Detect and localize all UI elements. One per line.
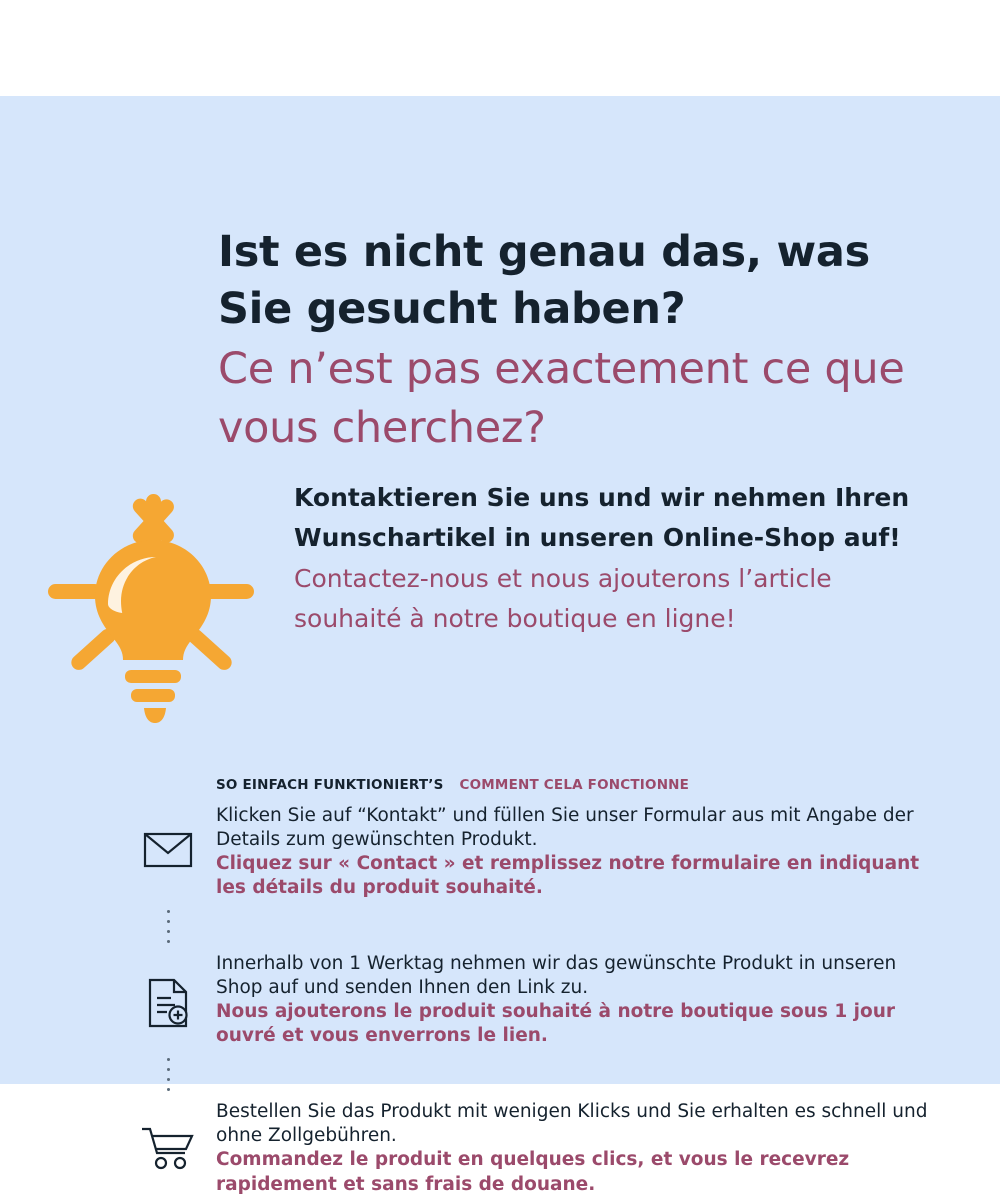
howto-heading — [216, 777, 689, 793]
step-text — [216, 1100, 940, 1196]
step-french: Cliquez sur « Contact » et remplissez notre formulaire en indiquant les détails du produit souhaité. — [216, 853, 920, 899]
document-add-icon — [120, 952, 216, 1028]
connector-dots — [120, 1048, 216, 1100]
howto-label-french: COMMENT CELA FONCTIONNE — [459, 777, 690, 793]
list-item — [120, 952, 940, 1048]
step-french: Nous ajouterons le produit souhaité à notre boutique sous 1 jour ouvré et vous enverrons le lien. — [216, 1001, 895, 1047]
step-text — [216, 952, 940, 1048]
steps-list — [120, 804, 940, 1197]
howto-label-german: SO EINFACH FUNKTIONIERT’S — [216, 777, 444, 793]
lightbulb-icon — [40, 486, 280, 736]
promo-banner — [0, 96, 1000, 1195]
step-french: Commandez le produit en quelques clics, et vous le recevrez rapidement et sans frais de douane. — [216, 1149, 850, 1195]
headline-french: Ce n’est pas exactement ce que vous cherchez? — [218, 343, 905, 453]
envelope-icon — [120, 804, 216, 870]
step-german: Innerhalb von 1 Werktag nehmen wir das gewünschte Produkt in unseren Shop auf und senden Ihnen den Link zu. — [216, 953, 897, 999]
shopping-cart-icon — [120, 1100, 216, 1170]
list-item — [120, 804, 940, 900]
headline-german: Ist es nicht genau das, was Sie gesucht haben? — [218, 227, 870, 334]
step-german: Bestellen Sie das Produkt mit wenigen Klicks und Sie erhalten es schnell und ohne Zollgebühren. — [216, 1101, 928, 1147]
step-german: Klicken Sie auf “Kontakt” und füllen Sie unser Formular aus mit Angabe der Details zum gewünschten Produkt. — [216, 805, 914, 851]
headline-block — [218, 224, 928, 458]
step-text — [216, 804, 940, 900]
subhead-german: Kontaktieren Sie uns und wir nehmen Ihren Wunschartikel in unseren Online-Shop auf! — [294, 483, 910, 552]
subhead-block — [294, 478, 914, 638]
list-item — [120, 1100, 940, 1196]
subhead-french: Contactez-nous et nous ajouterons l’article souhaité à notre boutique en ligne! — [294, 564, 832, 633]
connector-dots — [120, 900, 216, 952]
